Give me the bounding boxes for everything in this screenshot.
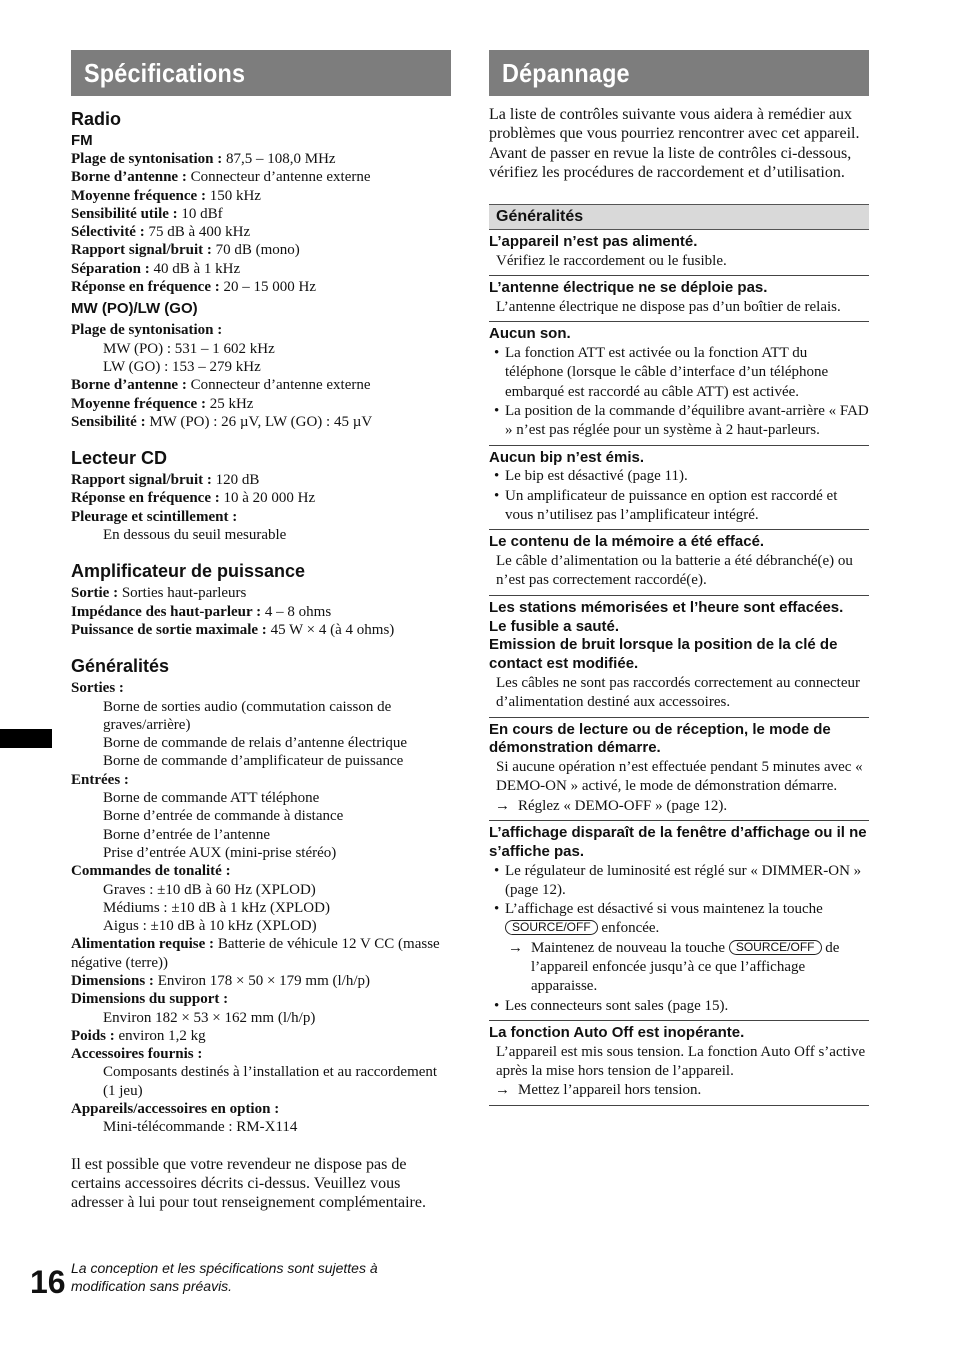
source-off-key-label: SOURCE/OFF (505, 920, 598, 935)
spec-row: Pleurage et scintillement : (71, 508, 238, 525)
spec-value: En dessous du seuil mesurable (103, 527, 287, 544)
problem-title: Emission de bruit lorsque la position de la clé de contact est modifiée. (489, 636, 838, 673)
problem-item (489, 596, 869, 718)
spec-value: Graves : ±10 dB à 60 Hz (XPLOD) (103, 881, 316, 898)
specifications-title: Spécifications (84, 58, 246, 88)
spec-row: Dimensions du support : (71, 991, 229, 1008)
spec-value: Borne de commande ATT téléphone (103, 790, 320, 807)
spec-row: Commandes de tonalité : (71, 863, 231, 880)
problem-item (489, 821, 869, 1021)
spec-row: Entrées : (71, 771, 129, 788)
spec-value: LW (GO) : 153 – 279 kHz (103, 358, 261, 375)
spec-value: MW (PO) : 531 – 1 602 kHz (103, 340, 275, 357)
spec-row: Sortie : Sorties haut-parleurs (71, 585, 247, 602)
page-number: 16 (30, 1264, 66, 1300)
bullet-item: • L’affichage est désactivé si vous maintenez la touche SOURCE/OFF enfoncée. (489, 900, 869, 939)
source-off-key-label: SOURCE/OFF (729, 940, 822, 955)
spec-value: Prise d’entrée AUX (mini-prise stéréo) (103, 844, 337, 861)
problem-title: Aucun son. (489, 325, 571, 343)
problem-solution: L’antenne électrique ne dispose pas d’un boîtier de relais. (496, 299, 841, 316)
amplifier-heading: Amplificateur de puissance (71, 561, 306, 582)
problem-item (489, 322, 869, 445)
intro-paragraph: Avant de passer en revue la liste de contrôles ci-dessous, vérifiez les procédures de raccordement et d’utilisation. (489, 144, 852, 181)
cd-spec-list (71, 471, 451, 544)
spec-value: Borne d’entrée de l’antenne (103, 826, 270, 843)
spec-row: Sensibilité : MW (PO) : 26 µV, LW (GO) : 45 µV (71, 413, 373, 430)
general-subheading: Généralités (489, 204, 869, 230)
bullet-item: • Les connecteurs sont sales (page 15). (489, 997, 869, 1016)
spec-row: Accessoires fournis : (71, 1046, 203, 1063)
spec-row: Sensibilité utile : 10 dBf (71, 205, 223, 222)
problem-title: Les stations mémorisées et l’heure sont effacées. (489, 598, 844, 616)
action-step: → Maintenez de nouveau la touche SOURCE/OFF de l’appareil enfoncée jusqu’à ce que l’affichage apparaisse. (508, 939, 840, 995)
spec-value: Borne de commande de relais d’antenne électrique (103, 735, 408, 752)
problem-item (489, 276, 869, 322)
spec-row: Borne d’antenne : Connecteur d’antenne externe (71, 169, 371, 186)
spec-row: Sorties : (71, 680, 124, 697)
language-tab-marker (0, 729, 52, 748)
problem-title: Le fusible a sauté. (489, 617, 620, 635)
fm-heading: FM (71, 132, 93, 149)
spec-row: Réponse en fréquence : 10 à 20 000 Hz (71, 490, 316, 507)
spec-value: Environ 182 × 53 × 162 mm (l/h/p) (103, 1009, 316, 1026)
bullet-item: • Le régulateur de luminosité est réglé sur « DIMMER-ON » (page 12). (489, 862, 869, 901)
problem-solution: Si aucune opération n’est effectuée pendant 5 minutes avec « DEMO-ON » activé, le mode de démonstration démarre. (496, 759, 863, 795)
problem-item (489, 530, 869, 595)
problem-title: En cours de lecture ou de réception, le mode de démonstration démarre. (489, 720, 831, 757)
arrow-right-icon: → (508, 939, 523, 956)
bullet-item: • Le bip est désactivé (page 11). (489, 467, 869, 486)
cd-heading: Lecteur CD (71, 448, 168, 469)
spec-row: Sélectivité : 75 dB à 400 kHz (71, 224, 251, 241)
spec-value: Mini-télécommande : RM-X114 (103, 1119, 298, 1136)
accessories-disclaimer: Il est possible que votre revendeur ne dispose pas de certains accessoires décrits ci-dessus. Veuillez vous adresser à lui pour tout renseignement complémentaire. (71, 1155, 426, 1212)
problem-item (489, 446, 869, 531)
problem-item (489, 718, 869, 821)
problem-item (489, 230, 869, 276)
spec-row: Poids : environ 1,2 kg (71, 1027, 206, 1044)
spec-row: Alimentation requise : Batterie de véhicule 12 V CC (masse négative (terre)) (71, 936, 440, 971)
spec-row: Appareils/accessoires en option : (71, 1101, 280, 1118)
spec-row: Rapport signal/bruit : 120 dB (71, 472, 260, 489)
spec-row: Moyenne fréquence : 150 kHz (71, 187, 261, 204)
spec-value: Borne de commande d’amplificateur de puissance (103, 753, 404, 770)
problem-title: L’antenne électrique ne se déploie pas. (489, 279, 768, 297)
general-spec-list (71, 679, 451, 1136)
spec-row: Plage de syntonisation : 87,5 – 108,0 MHz (71, 151, 336, 167)
general-heading: Généralités (71, 656, 170, 677)
specifications-column (71, 50, 451, 1213)
arrow-right-icon: → (495, 1082, 510, 1099)
spec-row: Plage de syntonisation : (71, 322, 223, 339)
intro-paragraph: La liste de contrôles suivante vous aidera à remédier aux problèmes que vous pourriez rencontrer avec cet appareil. (489, 106, 860, 143)
radio-heading: Radio (71, 109, 122, 129)
spec-row: Rapport signal/bruit : 70 dB (mono) (71, 242, 300, 259)
footer-note: La conception et les spécifications sont sujettes à modification sans préavis. (71, 1260, 378, 1294)
mw-spec-list (71, 321, 451, 431)
troubleshooting-column (489, 50, 869, 1106)
fm-spec-list (71, 150, 451, 296)
spec-value: Médiums : ±10 dB à 1 kHz (XPLOD) (103, 899, 330, 916)
problem-solution: L’appareil est mis sous tension. La fonction Auto Off s’active après la mise hors tension de l’appareil. (496, 1043, 866, 1080)
troubleshooting-title-banner (489, 50, 869, 96)
spec-row: Moyenne fréquence : 25 kHz (71, 395, 254, 412)
specifications-title-banner (71, 50, 451, 96)
bullet-item: • Un amplificateur de puissance en option est raccordé et vous n’utilisez pas l’amplificateur intégré. (489, 487, 869, 526)
spec-row: Borne d’antenne : Connecteur d’antenne externe (71, 377, 371, 394)
problem-item (489, 1021, 869, 1106)
problem-solution: Vérifiez le raccordement ou le fusible. (496, 252, 727, 269)
problem-solution: Le câble d’alimentation ou la batterie a été débranché(e) ou n’est pas correctement raccordé(e). (496, 553, 853, 589)
problem-title: L’appareil n’est pas alimenté. (489, 233, 698, 251)
mw-lw-heading: MW (PO)/LW (GO) (71, 300, 198, 318)
bullet-item: • La position de la commande d’équilibre avant-arrière « FAD » n’est pas réglée pour un système à 2 haut-parleurs. (489, 402, 869, 441)
spec-value: Aigus : ±10 dB à 10 kHz (XPLOD) (103, 918, 317, 935)
bullet-item: • La fonction ATT est activée ou la fonction ATT du téléphone (lorsque le câble d’interface d’un téléphone embarqué est raccordé au câble ATT) est activée. (489, 344, 869, 402)
action-step: → Mettez l’appareil hors tension. (489, 1081, 869, 1100)
spec-row: Dimensions : Environ 178 × 50 × 179 mm (l/h/p) (71, 972, 371, 989)
amplifier-spec-list (71, 584, 451, 639)
problem-title: La fonction Auto Off est inopérante. (489, 1023, 745, 1041)
spec-row: Réponse en fréquence : 20 – 15 000 Hz (71, 279, 316, 296)
spec-value: Borne d’entrée de commande à distance (103, 808, 344, 825)
problem-title: Le contenu de la mémoire a été effacé. (489, 533, 765, 551)
spec-value: Composants destinés à l’installation et au raccordement (1 jeu) (103, 1064, 438, 1099)
action-step: → Réglez « DEMO-OFF » (page 12). (489, 797, 869, 816)
spec-row: Puissance de sortie maximale : 45 W × 4 (à 4 ohms) (71, 621, 395, 638)
problem-title: Aucun bip n’est émis. (489, 448, 645, 466)
arrow-right-icon: → (495, 797, 510, 814)
spec-row: Séparation : 40 dB à 1 kHz (71, 260, 241, 277)
problem-solution: Les câbles ne sont pas raccordés correctement au connecteur d’alimentation destiné aux accessoires. (496, 674, 860, 711)
problem-title: L’affichage disparaît de la fenêtre d’affichage ou il ne s’affiche pas. (489, 824, 867, 860)
spec-row: Impédance des haut-parleur : 4 – 8 ohms (71, 603, 332, 620)
spec-value: Borne de sorties audio (commutation caisson de graves/arrière) (103, 698, 392, 733)
troubleshooting-title: Dépannage (502, 58, 630, 88)
